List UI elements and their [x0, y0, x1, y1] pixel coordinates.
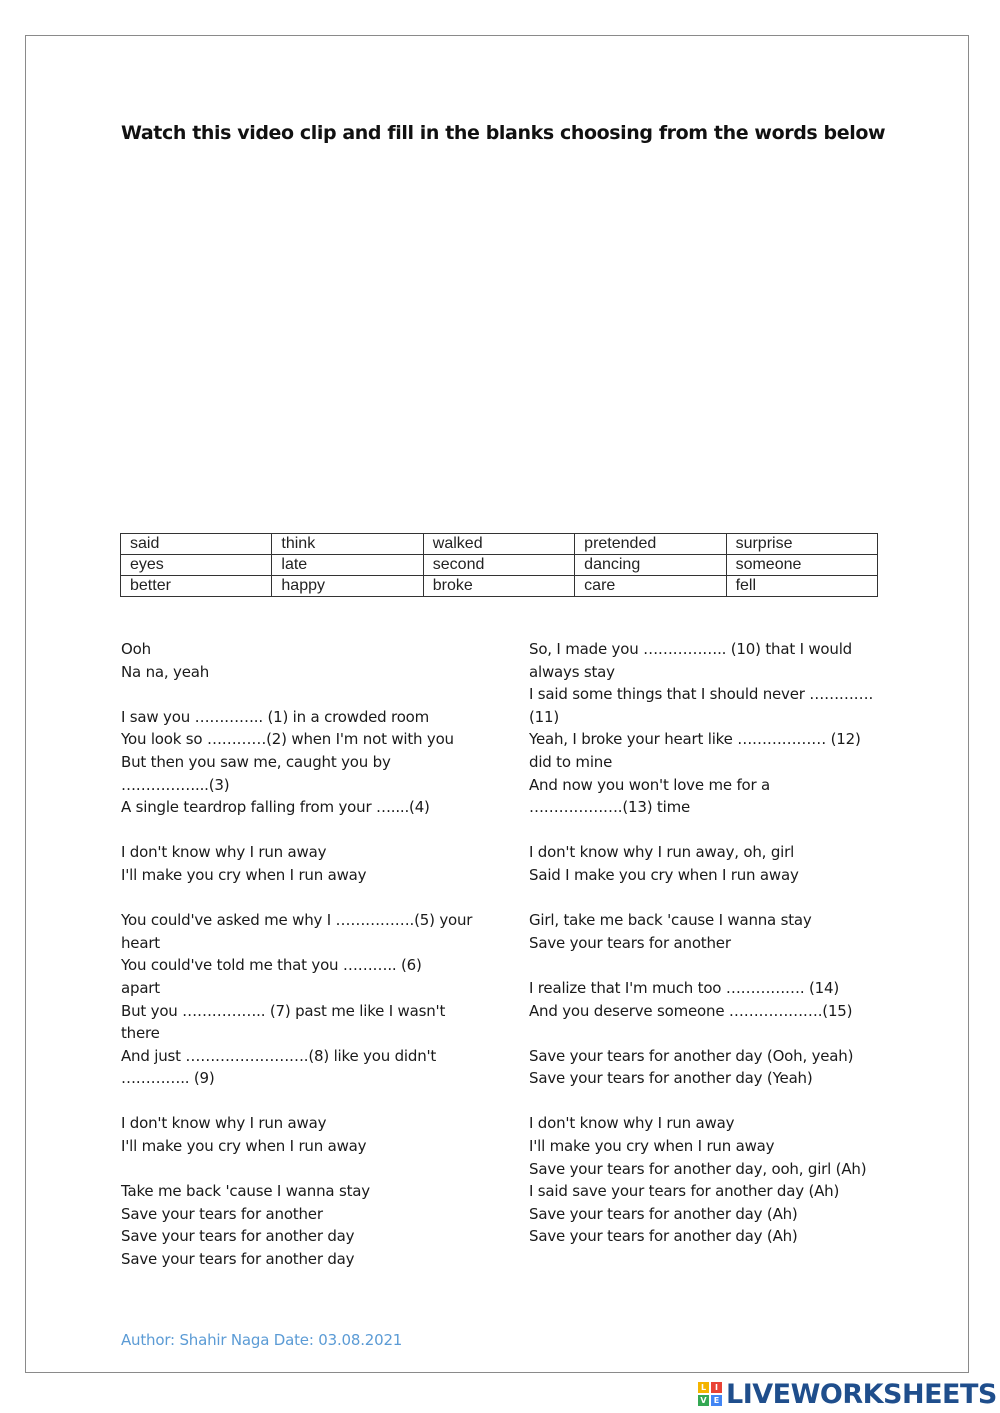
- word-bank-row: [121, 576, 878, 597]
- word-bank-cell: better: [121, 576, 272, 597]
- lyric-line: I'll make you cry when I run away: [121, 865, 367, 884]
- lyric-line: You look so …………(2) when I'm not with you: [121, 730, 454, 749]
- word-bank-cell: said: [121, 534, 272, 555]
- word-bank-cell: fell: [726, 576, 877, 597]
- lyric-line: I'll make you cry when I run away: [529, 1137, 775, 1156]
- lyric-line: Save your tears for another day, ooh, girl (Ah): [529, 1159, 867, 1178]
- lyric-line: heart: [121, 933, 160, 952]
- lyric-line: Said I make you cry when I run away: [529, 865, 799, 884]
- lyric-line: I don't know why I run away: [529, 1114, 735, 1133]
- logo-icon: [698, 1382, 722, 1406]
- word-bank-table: [120, 533, 878, 597]
- word-bank-cell: someone: [726, 555, 877, 576]
- lyric-line: I said save your tears for another day (Ah): [529, 1182, 840, 1201]
- word-bank-cell: second: [423, 555, 574, 576]
- logo-tile: V: [698, 1395, 709, 1406]
- lyric-line: Girl, take me back 'cause I wanna stay: [529, 911, 812, 930]
- lyric-line: I don't know why I run away, oh, girl: [529, 843, 795, 862]
- lyric-line: I'll make you cry when I run away: [121, 1137, 367, 1156]
- lyric-line: ………….. (9): [121, 1069, 215, 1088]
- logo-tile: L: [698, 1382, 709, 1393]
- word-bank-cell: late: [272, 555, 423, 576]
- lyric-line: (11): [529, 707, 559, 726]
- lyric-line: You could've told me that you ……….. (6): [121, 956, 422, 975]
- logo-tile: E: [711, 1395, 722, 1406]
- lyric-line: Save your tears for another day (Ah): [529, 1204, 798, 1223]
- lyric-line: Save your tears for another day (Ooh, yeah): [529, 1046, 854, 1065]
- lyric-line: ……………...(3): [121, 775, 230, 794]
- lyric-line: I don't know why I run away: [121, 1114, 327, 1133]
- lyric-line: [121, 683, 481, 706]
- lyric-line: I realize that I'm much too ……………. (14): [529, 978, 839, 997]
- lyric-line: You could've asked me why I …………….(5) your: [121, 911, 473, 930]
- word-bank-cell: happy: [272, 576, 423, 597]
- word-bank-cell: eyes: [121, 555, 272, 576]
- lyric-line: [529, 819, 889, 842]
- lyric-line: did to mine: [529, 752, 613, 771]
- lyric-line: [121, 1090, 481, 1113]
- lyric-line: [529, 954, 889, 977]
- lyric-line: I said some things that I should never ………….: [529, 685, 874, 704]
- lyric-line: Na na, yeah: [121, 662, 210, 681]
- lyric-line: And just …………………….(8) like you didn't: [121, 1046, 437, 1065]
- lyric-line: Save your tears for another: [529, 933, 731, 952]
- lyric-line: Yeah, I broke your heart like ……………… (12): [529, 730, 861, 749]
- word-bank-cell: care: [575, 576, 726, 597]
- lyric-line: Save your tears for another: [121, 1204, 323, 1223]
- lyric-line: Save your tears for another day (Yeah): [529, 1069, 813, 1088]
- author-line: Author: Shahir Naga Date: 03.08.2021: [121, 1331, 403, 1349]
- word-bank-cell: think: [272, 534, 423, 555]
- lyric-line: there: [121, 1024, 160, 1043]
- lyric-line: But you …………….. (7) past me like I wasn't: [121, 1001, 446, 1020]
- lyric-line: [121, 819, 481, 842]
- lyric-line: And now you won't love me for a: [529, 775, 771, 794]
- lyric-line: Save your tears for another day: [121, 1227, 355, 1246]
- lyric-line: So, I made you …………….. (10) that I would: [529, 640, 853, 658]
- lyrics-left-column: [121, 638, 481, 1271]
- lyric-line: [121, 887, 481, 910]
- worksheet-title: Watch this video clip and fill in the blanks choosing from the words below: [121, 122, 886, 144]
- lyric-line: But then you saw me, caught you by: [121, 752, 391, 771]
- lyric-line: Save your tears for another day (Ah): [529, 1227, 798, 1246]
- lyric-line: Ooh: [121, 640, 151, 658]
- lyric-line: [121, 1158, 481, 1181]
- lyric-line: ……………….(13) time: [529, 798, 691, 817]
- lyric-line: A single teardrop falling from your …....(4): [121, 798, 430, 817]
- word-bank-cell: pretended: [575, 534, 726, 555]
- word-bank-cell: walked: [423, 534, 574, 555]
- lyric-line: I don't know why I run away: [121, 843, 327, 862]
- lyric-line: [529, 1022, 889, 1045]
- lyric-line: Take me back 'cause I wanna stay: [121, 1182, 370, 1201]
- logo-tile: I: [711, 1382, 722, 1393]
- word-bank-cell: broke: [423, 576, 574, 597]
- word-bank-cell: surprise: [726, 534, 877, 555]
- word-bank-row: [121, 555, 878, 576]
- lyric-line: Save your tears for another day: [121, 1250, 355, 1269]
- liveworksheets-logo: [698, 1377, 997, 1411]
- word-bank-cell: dancing: [575, 555, 726, 576]
- lyric-line: I saw you ………….. (1) in a crowded room: [121, 707, 430, 726]
- lyric-line: apart: [121, 978, 160, 997]
- lyric-line: [529, 887, 889, 910]
- lyrics-right-column: [529, 638, 889, 1248]
- lyric-line: [529, 1090, 889, 1113]
- lyric-line: always stay: [529, 662, 615, 681]
- lyric-line: And you deserve someone ……………….(15): [529, 1001, 853, 1020]
- word-bank-row: [121, 534, 878, 555]
- logo-text: LIVEWORKSHEETS: [726, 1378, 997, 1410]
